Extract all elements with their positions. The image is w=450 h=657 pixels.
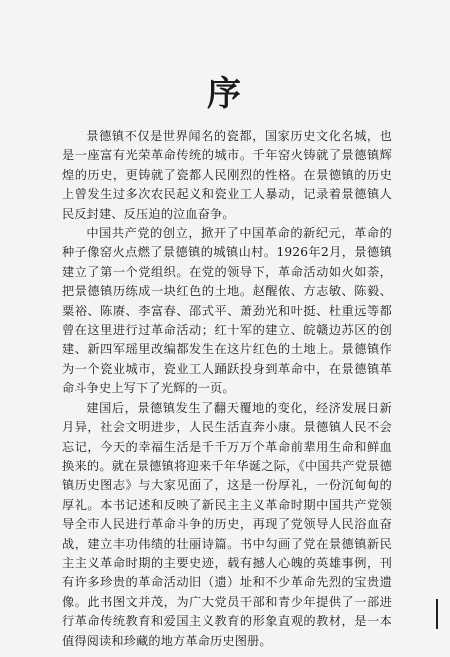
preface-body <box>62 127 392 651</box>
paragraph-1: 景德镇不仅是世界闻名的瓷都，国家历史文化名城，也是一座富有光荣革命传统的城市。千年窑火铸就了景德镇辉煌的历史，更铸就了瓷都人民刚烈的性格。在景德镇的历史上曾发生过多次农民起义和瓷业工人暴动，记录着景德镇人民反封建、反压迫的泣血奋争。 <box>62 129 392 221</box>
paragraph-2: 中国共产党的创立，掀开了中国革命的新纪元，革命的种子像窑火点燃了景德镇的城镇山村。1926年2月，景德镇建立了第一个党组织。在党的领导下，革命活动如火如荼，把景德镇历练成一块红色的土地。赵醒侬、方志敏、陈毅、粟裕、陈赓、李富春、邵式平、萧劲光和叶挺、杜重远等都曾在这里进行过革命活动；红十军的建立、皖赣边苏区的创建、新四军瑶里改编都发生在这片红色的土地上。景德镇作为一个瓷业城市，瓷业工人踊跃投身到革命中，在景德镇革命斗争史上写下了光辉的一页。 <box>62 226 392 396</box>
paragraph-3: 建国后，景德镇发生了翻天覆地的变化，经济发展日新月异，社会文明进步，人民生活直奔小康。景德镇人民不会忘记，今天的幸福生活是千千万万个革命前辈用生命和鲜血换来的。就在景德镇将迎来千年华诞之际，《中国共产党景德镇历史图志》与大家见面了，这是一份厚礼，一份沉甸甸的厚礼。本书记述和反映了新民主主义革命时期中国共产党领导全市人民进行革命斗争的历史，再现了党领导人民浴血奋战，建立丰功伟绩的壮丽诗篇。书中勾画了党在景德镇新民主主义革命时期的主要史迹，载有撼人心魄的英雄事例，刊有许多珍贵的革命活动旧（遗）址和不少革命先烈的宝贵遗像。此书图文并茂，为广大党员干部和青少年提供了一部进行革命传统教育和爱国主义教育的形象直观的教材，是一本值得阅读和珍藏的地方革命历史图册。 <box>62 400 392 648</box>
page-edge-mark <box>436 599 438 629</box>
page-title: 序 <box>207 74 243 114</box>
